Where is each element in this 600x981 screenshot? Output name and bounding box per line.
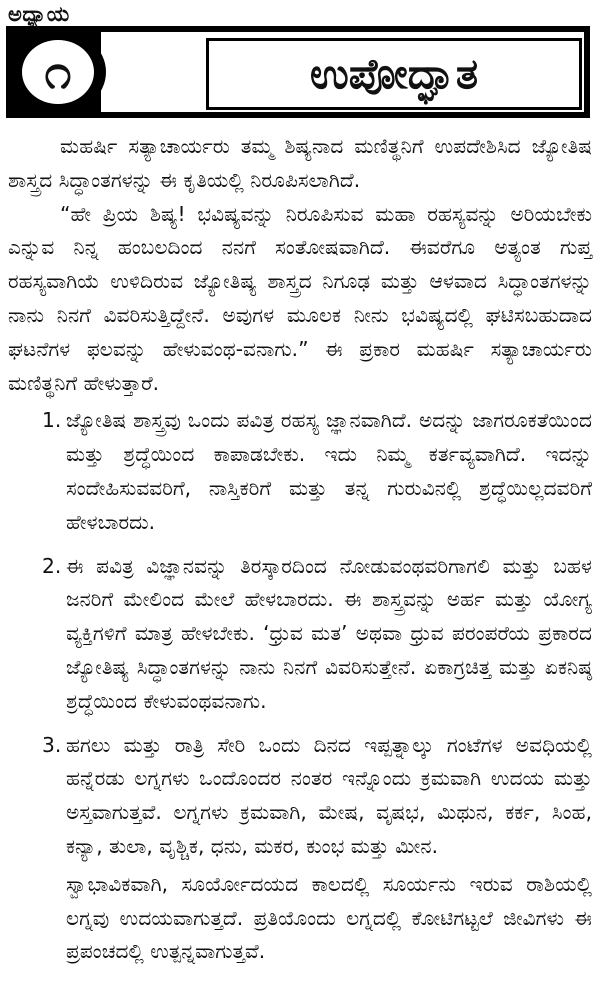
list-item [8, 550, 592, 719]
list-item-number: 1. [42, 408, 62, 433]
chapter-title: ಉಪೋದ್ಘಾತ [206, 38, 582, 110]
list-item-subparagraph: ಸ್ವಾಭಾವಿಕವಾಗಿ, ಸೂರ್ಯೋದಯದ ಕಾಲದಲ್ಲಿ ಸೂರ್ಯನು ಇರುವ ರಾಶಿಯಲ್ಲಿ ಲಗ್ನವು ಉದಯವಾಗುತ್ತದೆ. ಪ್ರತಿಯೊಂದು ಲಗ್ನದಲ್ಲಿ ಕೋಟಿಗಟ್ಟಲೆ ಜೀವಿಗಳು ಈ ಪ್ರಪಂಚದಲ್ಲಿ ಉತ್ಪನ್ನವಾಗುತ್ತವೆ. [66, 871, 592, 964]
chapter-number: ೧ [22, 40, 94, 104]
list-item-text: ಈ ಪವಿತ್ರ ವಿಜ್ಞಾನವನ್ನು ತಿರಸ್ಕಾರದಿಂದ ನೋಡುವಂಥವರಿಗಾಗಲಿ ಮತ್ತು ಬಹಳ ಜನರಿಗೆ ಮೇಲಿಂದ ಮೇಲೆ ಹೇಳಬಾರದು. ಈ ಶಾಸ್ತ್ರವನ್ನು ಅರ್ಹ ಮತ್ತು ಯೋಗ್ಯ ವ್ಯಕ್ತಿಗಳಿಗೆ ಮಾತ್ರ ಹೇಳಬೇಕು. ‘ಧ್ರುವ ಮತ’ ಅಥವಾ ಧ್ರುವ ಪರಂಪರೆಯ ಪ್ರಕಾರದ ಜ್ಯೋತಿಷ್ಯ ಸಿದ್ಧಾಂತಗಳನ್ನು ನಾನು ನಿನಗೆ ವಿವರಿಸುತ್ತೇನೆ. ಏಕಾಗ್ರಚಿತ್ತ ಮತ್ತು ಏಕನಿಷ್ಠ ಶ್ರದ್ಧೆಯಿಂದ ಕೇಳುವಂಥವನಾಗು. [66, 553, 592, 713]
numbered-list [8, 404, 592, 969]
list-item-number: 2. [42, 553, 62, 578]
intro-paragraph: ಮಹರ್ಷಿ ಸತ್ಯಾಚಾರ್ಯರು ತಮ್ಮ ಶಿಷ್ಯನಾದ ಮಣಿತ್ಥನಿಗೆ ಉಪದೇಶಿಸಿದ ಜ್ಯೋತಿಷ ಶಾಸ್ತ್ರದ ಸಿದ್ಧಾಂತಗಳನ್ನು ಈ ಕೃತಿಯಲ್ಲಿ ನಿರೂಪಿಸಲಾಗಿದೆ. [8, 134, 592, 192]
list-item [8, 729, 592, 970]
intro-paragraph: “ಹೇ ಪ್ರಿಯ ಶಿಷ್ಯ! ಭವಿಷ್ಯವನ್ನು ನಿರೂಪಿಸುವ ಮಹಾ ರಹಸ್ಯವನ್ನು ಅರಿಯಬೇಕು ಎನ್ನುವ ನಿನ್ನ ಹಂಬಲದಿಂದ ನನಗೆ ಸಂತೋಷವಾಗಿದೆ. ಈವರೆಗೂ ಅತ್ಯಂತ ಗುಪ್ತ ರಹಸ್ಯವಾಗಿಯೆ ಉಳಿದಿರುವ ಜ್ಯೋತಿಷ್ಯ ಶಾಸ್ತ್ರದ ನಿಗೂಢ ಮತ್ತು ಆಳವಾದ ಸಿದ್ಧಾಂತಗಳನ್ನು ನಾನು ನಿನಗೆ ವಿವರಿಸುತ್ತಿದ್ದೇನೆ. ಅವುಗಳ ಮೂಲಕ ನೀನು ಭವಿಷ್ಯದಲ್ಲಿ ಘಟಿಸಬಹುದಾದ ಘಟನೆಗಳ ಫಲವನ್ನು ಹೇಳುವಂಥ-ವನಾಗು.” ಈ ಪ್ರಕಾರ ಮಹರ್ಷಿ ಸತ್ಯಾಚಾರ್ಯರು ಮಣಿತ್ಥನಿಗೆ ಹೇಳುತ್ತಾರೆ. [8, 201, 592, 395]
chapter-number-badge [10, 30, 106, 114]
list-item-text: ಜ್ಯೋತಿಷ ಶಾಸ್ತ್ರವು ಒಂದು ಪವಿತ್ರ ರಹಸ್ಯ ಜ್ಞಾನವಾಗಿದೆ. ಅದನ್ನು ಜಾಗರೂಕತೆಯಿಂದ ಮತ್ತು ಶ್ರದ್ಧೆಯಿಂದ ಕಾಪಾಡಬೇಕು. ಇದು ನಿಮ್ಮ ಕರ್ತವ್ಯವಾಗಿದೆ. ಇದನ್ನು ಸಂದೇಹಿಸುವವರಿಗೆ, ನಾಸ್ತಿಕರಿಗೆ ಮತ್ತು ತನ್ನ ಗುರುವಿನಲ್ಲಿ ಶ್ರದ್ಧೆಯಿಲ್ಲದವರಿಗೆ ಹೇಳಬಾರದು. [66, 408, 592, 534]
list-item [8, 404, 592, 539]
chapter-header [6, 26, 590, 118]
chapter-body [8, 130, 592, 979]
list-item-number: 3. [42, 732, 62, 757]
chapter-label: ಅಧ್ಯಾಯ [8, 2, 70, 26]
list-item-text: ಹಗಲು ಮತ್ತು ರಾತ್ರಿ ಸೇರಿ ಒಂದು ದಿನದ ಇಪ್ಪತ್ನಾಲ್ಕು ಗಂಟೆಗಳ ಅವಧಿಯಲ್ಲಿ ಹನ್ನೆರಡು ಲಗ್ನಗಳು ಒಂದೊಂದರ ನಂತರ ಇನ್ನೊಂದು ಕ್ರಮವಾಗಿ ಉದಯ ಮತ್ತು ಅಸ್ತವಾಗುತ್ತವೆ. ಲಗ್ನಗಳು ಕ್ರಮವಾಗಿ, ಮೇಷ, ವೃಷಭ, ಮಿಥುನ, ಕರ್ಕ, ಸಿಂಹ, ಕನ್ಯಾ, ತುಲಾ, ವೃಶ್ಚಿಕ, ಧನು, ಮಕರ, ಕುಂಭ ಮತ್ತು ಮೀನ. [66, 732, 592, 858]
